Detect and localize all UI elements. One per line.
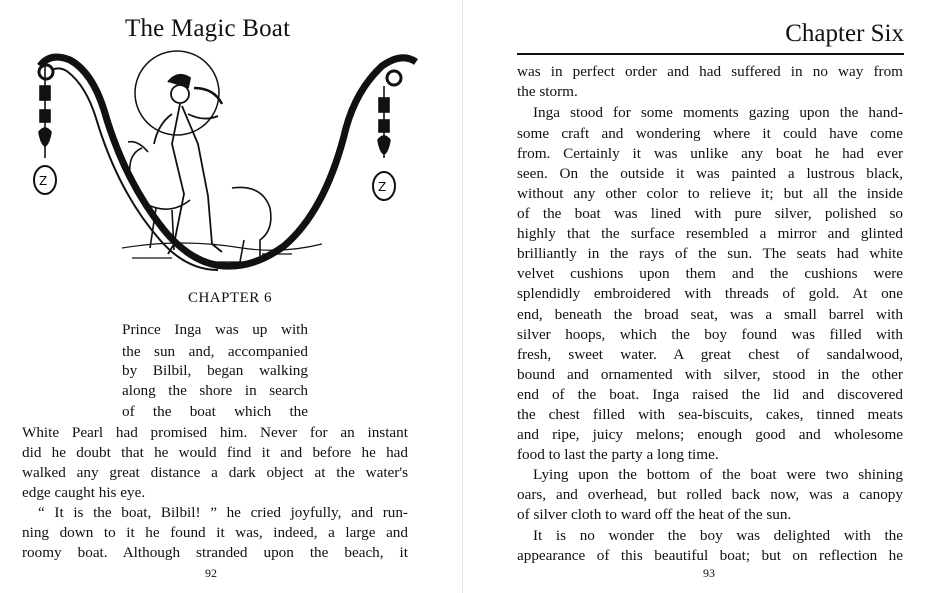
text-line: It is no wonder the boy was delighted with the [533, 527, 903, 544]
ground-scene [122, 243, 322, 262]
text-line: roomy boat. Although stranded upon the beach, it [22, 544, 408, 561]
page-gutter [462, 0, 463, 593]
text-line: ning down to it he found it was, indeed, a large and [22, 524, 408, 541]
svg-text:Z: Z [39, 174, 48, 188]
text-line: the chest filled with sea-biscuits, cakes, tinned meats [517, 406, 903, 423]
text-line: splendidly embroidered with threads of gold. At one [517, 285, 903, 302]
text-line: of the boat which the [122, 403, 308, 420]
text-line: from. Certainly it was unlike any boat he had ever [517, 145, 903, 162]
left-page [0, 0, 460, 593]
right-pendant-ornament [373, 86, 395, 200]
text-line: highly that the surface resembled a mirror and glinted [517, 225, 903, 242]
text-line: was in perfect order and had suffered in no way from [517, 63, 903, 80]
text-line: by Bilbil, began walking [122, 362, 308, 379]
text-line: end, beneath the broad seat, was a small barrel with [517, 306, 903, 323]
left-pendant-ornament [34, 66, 56, 194]
chapter-heading: CHAPTER 6 [187, 290, 273, 306]
page-number-right: 93 [703, 566, 715, 580]
text-line: Inga stood for some moments gazing upon the hand- [533, 104, 903, 121]
text-line: Lying upon the bottom of the boat were two shining [533, 466, 903, 483]
u-frame-ornament [39, 57, 416, 270]
text-line: without any other color to relieve it; but all the inside [517, 185, 903, 202]
text-line: some craft and wondering where it could have come [517, 125, 903, 142]
text-line: silver hoops, which the boy found was filled with [517, 326, 903, 343]
text-line: Prince Inga was up with [122, 321, 308, 338]
text-line: appearance of this beautiful boat; but on reflection he [517, 547, 903, 564]
text-line: end of the boat. Inga raised the lid and discovered [517, 386, 903, 403]
text-line: brilliantly in the rays of the sun. The seats had white [517, 245, 903, 262]
text-line: walked any great distance a dark object at the water's [22, 464, 408, 481]
running-head-right: Chapter Six [785, 20, 904, 47]
text-line: White Pearl had promised him. Never for an instant [22, 424, 408, 441]
right-page [465, 0, 929, 593]
text-line: along the shore in search [122, 382, 308, 399]
header-rule [517, 53, 904, 55]
running-head-left: The Magic Boat [125, 15, 291, 42]
text-line: and ripe, juicy melons; enough good and wholesome [517, 426, 903, 443]
text-line: edge caught his eye. [22, 484, 146, 501]
text-line: the storm. [517, 83, 578, 100]
text-line: the sun and, accompanied [122, 343, 308, 360]
text-line: “ It is the boat, Bilbil! ” he cried joyfully, and run- [38, 504, 408, 521]
chapter-illustration [22, 48, 420, 284]
text-line: fresh, sweet water. A great chest of sandalwood, [517, 346, 903, 363]
text-line: seen. On the outside it was painted a lustrous black, [517, 165, 903, 182]
text-line: of silver cloth to ward off the heat of the sun. [517, 506, 792, 523]
svg-text:Z: Z [378, 180, 387, 194]
text-line: bound and ornamented with silver, stood in the other [517, 366, 903, 383]
text-line: of the boat was lined with pure silver, polished so [517, 205, 903, 222]
text-line: food to last the party a long time. [517, 446, 719, 463]
text-line: velvet cushions upon them and the cushions were [517, 265, 903, 282]
text-line: oars, and overhead, but rolled back now, was a canopy [517, 486, 903, 503]
page-number-left: 92 [205, 566, 217, 580]
text-line: did he doubt that he would find it and before he had [22, 444, 408, 461]
